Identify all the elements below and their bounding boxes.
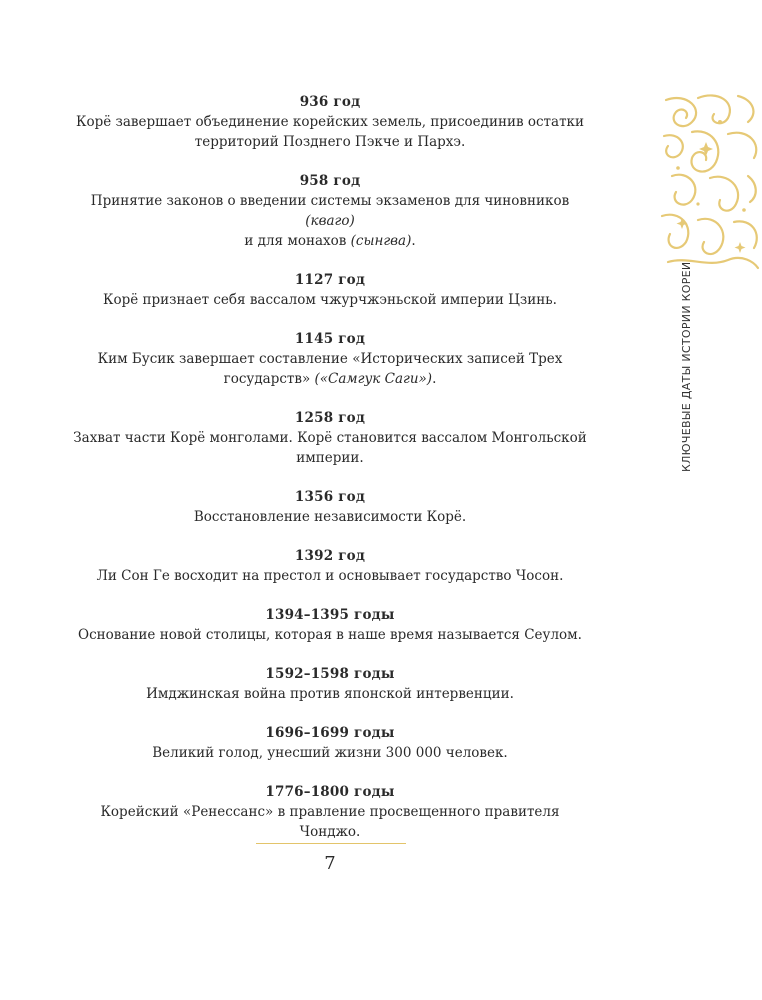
- entry-year: 1145 год: [294, 331, 366, 347]
- text-segment: Ким Бусик завершает составление «Исторических записей Трех: [97, 351, 563, 367]
- description-line: [70, 349, 590, 369]
- description-line: [70, 369, 590, 389]
- text-segment: Восстановление независимости Корё.: [193, 509, 467, 525]
- description-line: [70, 290, 590, 310]
- timeline-entry: [70, 270, 590, 310]
- timeline-entry: [70, 664, 590, 704]
- gold-flourish-ornament-icon: [658, 92, 762, 272]
- entry-description: [70, 507, 590, 527]
- entry-description: [70, 191, 590, 251]
- entry-description: [70, 290, 590, 310]
- timeline-entry: [70, 487, 590, 527]
- entry-description: [70, 802, 590, 842]
- text-segment: .: [432, 371, 437, 387]
- text-segment: Имджинская война против японской интервенции.: [146, 686, 514, 702]
- text-segment: и для монахов: [244, 233, 351, 249]
- entry-description: [70, 349, 590, 389]
- description-line: [70, 684, 590, 704]
- description-line: [70, 132, 590, 152]
- description-line: [70, 802, 590, 842]
- text-segment: государств»: [223, 371, 315, 387]
- entry-description: [70, 684, 590, 704]
- timeline-entries: [70, 92, 590, 861]
- entry-year: 1776–1800 годы: [265, 784, 395, 800]
- text-segment: Корё признает себя вассалом чжурчжэньской империи Цзинь.: [103, 292, 557, 308]
- entry-year: 1394–1395 годы: [265, 607, 395, 623]
- description-line: [70, 566, 590, 586]
- text-segment: .: [411, 233, 416, 249]
- italic-term: («Самгук Саги»): [314, 371, 433, 387]
- description-line: [70, 448, 590, 468]
- text-segment: Корё завершает объединение корейских земель, присоединив остатки: [76, 114, 584, 130]
- entry-year: 1592–1598 годы: [265, 666, 395, 682]
- entry-year: 1356 год: [294, 489, 366, 505]
- text-segment: Основание новой столицы, которая в наше время называется Сеулом.: [78, 627, 582, 643]
- text-segment: территорий Позднего Пэкче и Пархэ.: [194, 134, 466, 150]
- entry-year: 936 год: [299, 94, 361, 110]
- timeline-entry: [70, 329, 590, 389]
- italic-term: (сынгва): [350, 233, 412, 249]
- entry-year: 1696–1699 годы: [265, 725, 395, 741]
- text-segment: Великий голод, унесший жизни 300 000 человек.: [152, 745, 508, 761]
- timeline-entry: [70, 408, 590, 468]
- entry-description: [70, 743, 590, 763]
- chapter-side-title: КЛЮЧЕВЫЕ ДАТЫ ИСТОРИИ КОРЕИ: [680, 261, 693, 472]
- description-line: [70, 507, 590, 527]
- timeline-entry: [70, 92, 590, 152]
- description-line: [70, 231, 590, 251]
- timeline-entry: [70, 171, 590, 251]
- description-line: [70, 625, 590, 645]
- entry-description: [70, 428, 590, 468]
- timeline-entry: [70, 782, 590, 842]
- description-line: [70, 743, 590, 763]
- entry-year: 958 год: [299, 173, 361, 189]
- description-line: [70, 191, 590, 231]
- text-segment: Корейский «Ренессанс» в правление просвещенного правителя Чонджо.: [100, 804, 560, 840]
- footer-rule: [256, 843, 406, 844]
- text-segment: империи.: [296, 450, 364, 466]
- entry-year: 1392 год: [294, 548, 366, 564]
- entry-description: [70, 112, 590, 152]
- italic-term: (кваго): [305, 213, 355, 229]
- description-line: [70, 428, 590, 448]
- text-segment: Ли Сон Ге восходит на престол и основывает государство Чосон.: [96, 568, 564, 584]
- timeline-entry: [70, 605, 590, 645]
- entry-year: 1127 год: [294, 272, 366, 288]
- text-segment: Захват части Корё монголами. Корё становится вассалом Монгольской: [73, 430, 587, 446]
- entry-description: [70, 625, 590, 645]
- entry-year: 1258 год: [294, 410, 366, 426]
- timeline-entry: [70, 546, 590, 586]
- page-number: 7: [324, 853, 336, 874]
- entry-description: [70, 566, 590, 586]
- timeline-entry: [70, 723, 590, 763]
- description-line: [70, 112, 590, 132]
- text-segment: Принятие законов о введении системы экзаменов для чиновников: [90, 193, 570, 209]
